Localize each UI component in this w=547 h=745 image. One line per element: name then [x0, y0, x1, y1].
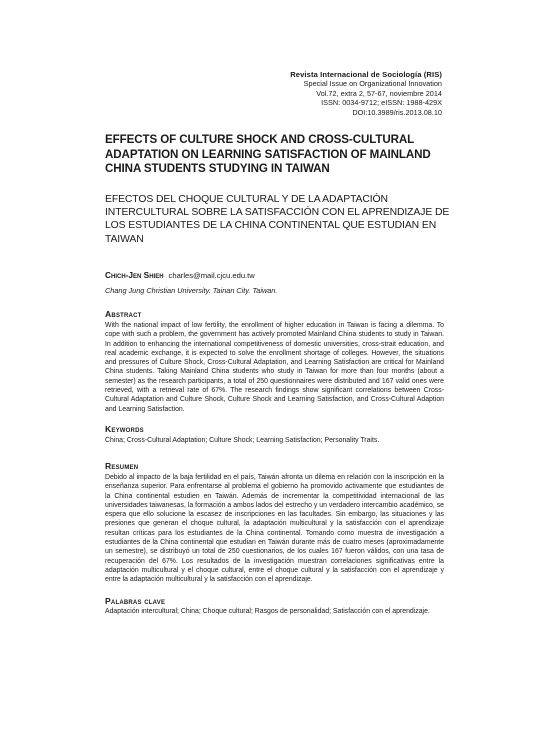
abstract-text: With the national impact of low fertility, the enrollment of higher education in Taiwan is facing a dilemma. To cope with such a problem, the government has actively promoted Mainland China students to study in Taiwan. In addition to enhancing the international competitiveness of domestic universities, cross-strait education, and real academic exchange, it is expected to solve the enrollment shortage of colleges. However, the situations and pressures of Culture Shock, Cross-Cultural Adaptation, and Learning Satisfaction are critical for Mainland China students. Taking Mainland China students who study in Taiwan for more than four months (about a semester) as the research participants, a total of 250 questionnaires were distributed and 167 valid ones were retrieved, with a retrieval rate of 67%. The research findings show significant correlations between Cross-Cultural Adaptation and Culture Shock, Culture Shock and Learning Satisfaction, and Cross-Cultural Adaption and Learning Satisfaction.	[105, 322, 444, 413]
resumen-text: Debido al impacto de la baja fertilidad en el país, Taiwán afronta un dilema en relación con la inscripción en la enseñanza superior. Para enfrentarse al problema el gobierno ha promovido activamente que estudiantes de la China continental estudien en Taiwán. Además de incrementar la competitividad internacional de las universidades taiwanesas, la formación a ambos lados del estrecho y un verdadero intercambio académico, se espera que ello solucione la escasez de inscripciones en las facultades. Sin embargo, las situaciones y las presiones que generan el choque cultural, la adaptación multicultural y la satisfacción con el aprendizaje resultan críticas para los estudiantes de la China continental. Tomando como muestra de investigación a estudiantes de la China continental que estudian en Taiwán durante más de cuatro meses (aproximadamente un semestre), se distribuyó un total de 250 cuestionarios, de los cuales 167 fueron válidos, con una tasa de recuperación del 67%. Los resultados de la investigación muestran correlaciones significativas entre la adaptación multicultural y el choque cultural, entre el choque cultural y la satisfacción con el aprendizaje y entre la adaptación multicultural y la satisfacción con el aprendizaje.	[105, 474, 444, 584]
author-email[interactable]: charles@mail.cjcu.edu.tw	[168, 271, 255, 280]
journal-header	[290, 70, 442, 117]
keywords-text: China; Cross-Cultural Adaptation; Culture Shock; Learning Satisfaction; Personality Traits.	[105, 437, 380, 444]
author-name: Chich-Jen Shieh	[105, 270, 164, 280]
issn: ISSN: 0034-9712; eISSN: 1988-429X	[321, 98, 442, 108]
abstract-heading: Abstract	[105, 309, 142, 319]
keywords-heading: Keywords	[105, 424, 144, 434]
title-spanish: EFECTOS DEL CHOQUE CULTURAL Y DE LA ADAPTACIÓN INTERCULTURAL SOBRE LA SATISFACCIÓN CON EL APRENDIZAJE DE LOS ESTUDIANTES DE LA CHINA CONTINENTAL QUE ESTUDIAN EN TAIWAN	[105, 194, 450, 245]
resumen-heading: Resumen	[105, 461, 139, 471]
journal-name: Revista Internacional de Sociología (RIS)	[290, 70, 442, 79]
palabras-clave-heading: Palabras clave	[105, 596, 166, 606]
volume-info: Vol.72, extra 2, 57-67, noviembre 2014	[316, 88, 442, 98]
doi: DOI:10.3989/ris.2013.08.10	[352, 107, 442, 117]
special-issue: Special Issue on Organizational Innovation	[303, 79, 442, 89]
title-english: EFFECTS OF CULTURE SHOCK AND CROSS-CULTURAL ADAPTATION ON LEARNING SATISFACTION OF MAINLAND CHINA STUDENTS STUDYING IN TAIWAN	[105, 133, 431, 176]
palabras-clave-text: Adaptación intercultural; China; Choque cultural; Rasgos de personalidad; Satisfacción con el aprendizaje.	[105, 608, 430, 615]
author-affiliation: Chang Jung Christian University. Tainan City. Taiwan.	[105, 286, 278, 295]
author-line	[105, 270, 255, 280]
